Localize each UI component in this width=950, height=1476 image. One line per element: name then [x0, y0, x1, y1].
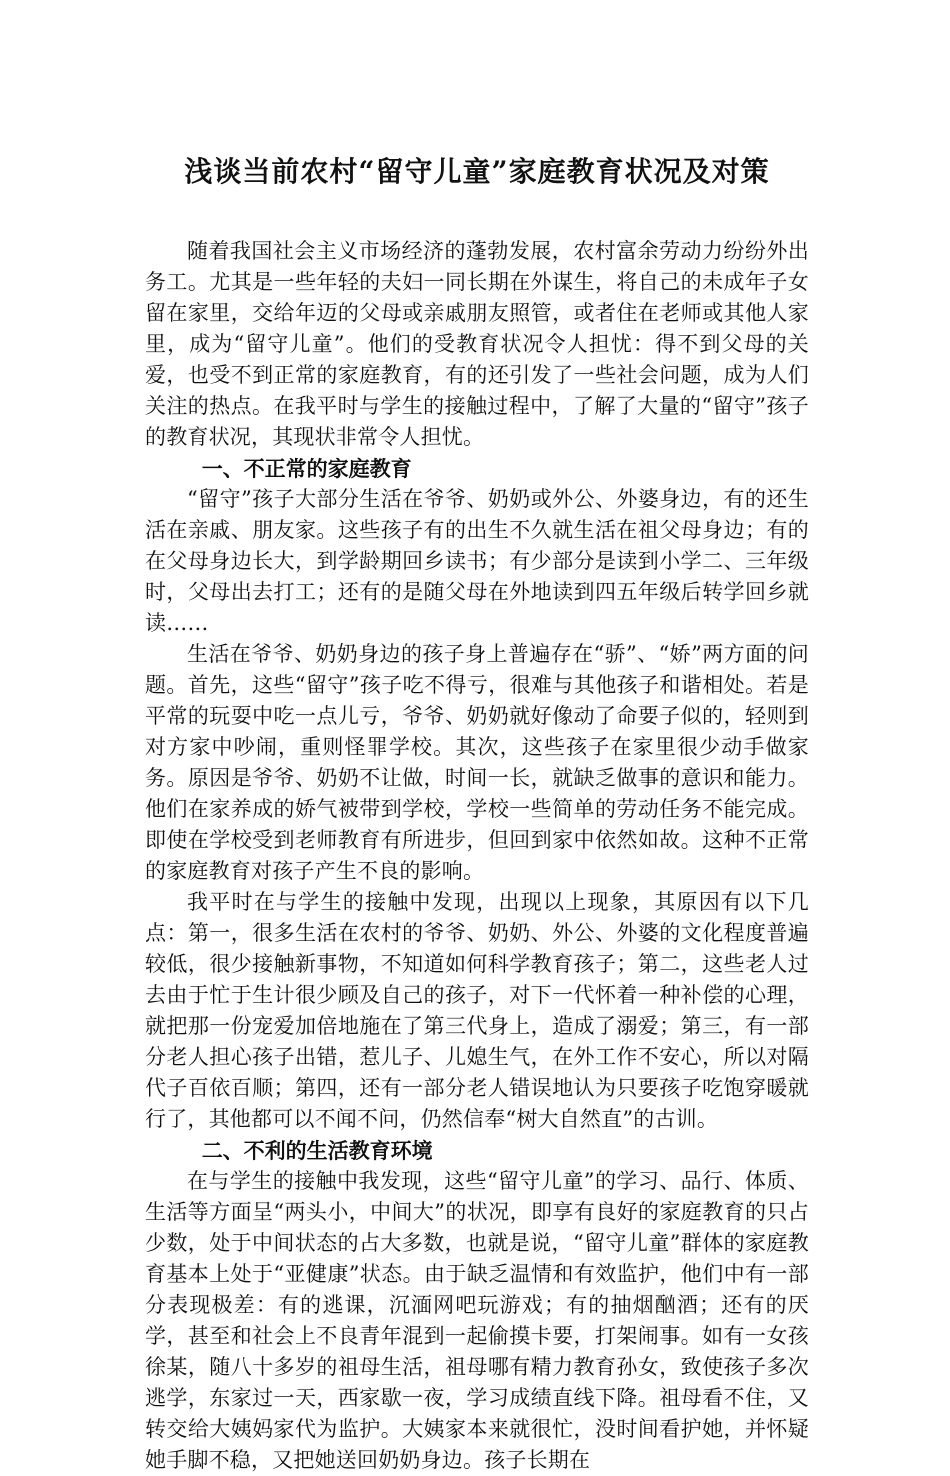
section-2-paragraph-1: 在与学生的接触中我发现，这些“留守儿童”的学习、品行、体质、生活等方面呈“两头小，中间大”的状况，即享有良好的家庭教育的只占少数，处于中间状态的占大多数，也就是说，“留守儿童”群体的家庭教育基本上处于“亚健康”状态。由于缺乏温情和有效监护，他们中有一部分表现极差：有的逃课，沉湎网吧玩游戏；有的抽烟酗酒；还有的厌学，甚至和社会上不良青年混到一起偷摸卡要，打架闹事。如有一女孩徐某，随八十多岁的祖母生活，祖母哪有精力教育孙女，致使孩子多次逃学，东家过一天，西家歇一夜，学习成绩直线下降。祖母看不住，又转交给大姨妈家代为监护。大姨家本来就很忙，没时间看护她，并怀疑她手脚不稳，又把她送回奶奶身边。孩子长期在 [145, 1169, 809, 1472]
document-page [145, 148, 809, 1476]
document-title: 浅谈当前农村“留守儿童”家庭教育状况及对策 [184, 155, 770, 188]
section-1-paragraph-3: 我平时在与学生的接触中发现，出现以上现象，其原因有以下几点：第一，很多生活在农村的爷爷、奶奶、外公、外婆的文化程度普遍较低，很少接触新事物，不知道如何科学教育孩子；第二，这些老人过去由于忙于生计很少顾及自己的孩子，对下一代怀着一种补偿的心理，就把那一份宠爱加倍地施在了第三代身上，造成了溺爱；第三，有一部分老人担心孩子出错，惹儿子、儿媳生气，在外工作不安心，所以对隔代子百依百顺；第四，还有一部分老人错误地认为只要孩子吃饱穿暖就行了，其他都可以不闻不问，仍然信奉“树大自然直”的古训。 [145, 890, 809, 1131]
intro-paragraph: 随着我国社会主义市场经济的蓬勃发展，农村富余劳动力纷纷外出务工。尤其是一些年轻的夫妇一同长期在外谋生，将自己的未成年子女留在家里，交给年迈的父母或亲戚朋友照管，或者住在老师或其他人家里，成为“留守儿童”。他们的受教育状况令人担忧：得不到父母的关爱，也受不到正常的家庭教育，有的还引发了一些社会问题，成为人们关注的热点。在我平时与学生的接触过程中，了解了大量的“留守”孩子的教育状况，其现状非常令人担忧。 [145, 239, 809, 449]
section-2-heading: 二、不利的生活教育环境 [201, 1138, 433, 1163]
section-1-paragraph-1: “留守”孩子大部分生活在爷爷、奶奶或外公、外婆身边，有的还生活在亲戚、朋友家。这些孩子有的出生不久就生活在祖父母身边；有的在父母身边长大，到学龄期回乡读书；有少部分是读到小学二、三年级时，父母出去打工；还有的是随父母在外地读到四五年级后转学回乡就读…… [145, 487, 809, 635]
section-1-paragraph-2: 生活在爷爷、奶奶身边的孩子身上普遍存在“骄”、“娇”两方面的问题。首先，这些“留守”孩子吃不得亏，很难与其他孩子和谐相处。若是平常的玩耍中吃一点儿亏，爷爷、奶奶就好像动了命要子似的，轻则到对方家中吵闹，重则怪罪学校。其次，这些孩子在家里很少动手做家务。原因是爷爷、奶奶不让做，时间一长，就缺乏做事的意识和能力。他们在家养成的娇气被带到学校，学校一些简单的劳动任务不能完成。即使在学校受到老师教育有所进步，但回到家中依然如故。这种不正常的家庭教育对孩子产生不良的影响。 [145, 642, 809, 883]
section-1-heading: 一、不正常的家庭教育 [201, 456, 412, 481]
